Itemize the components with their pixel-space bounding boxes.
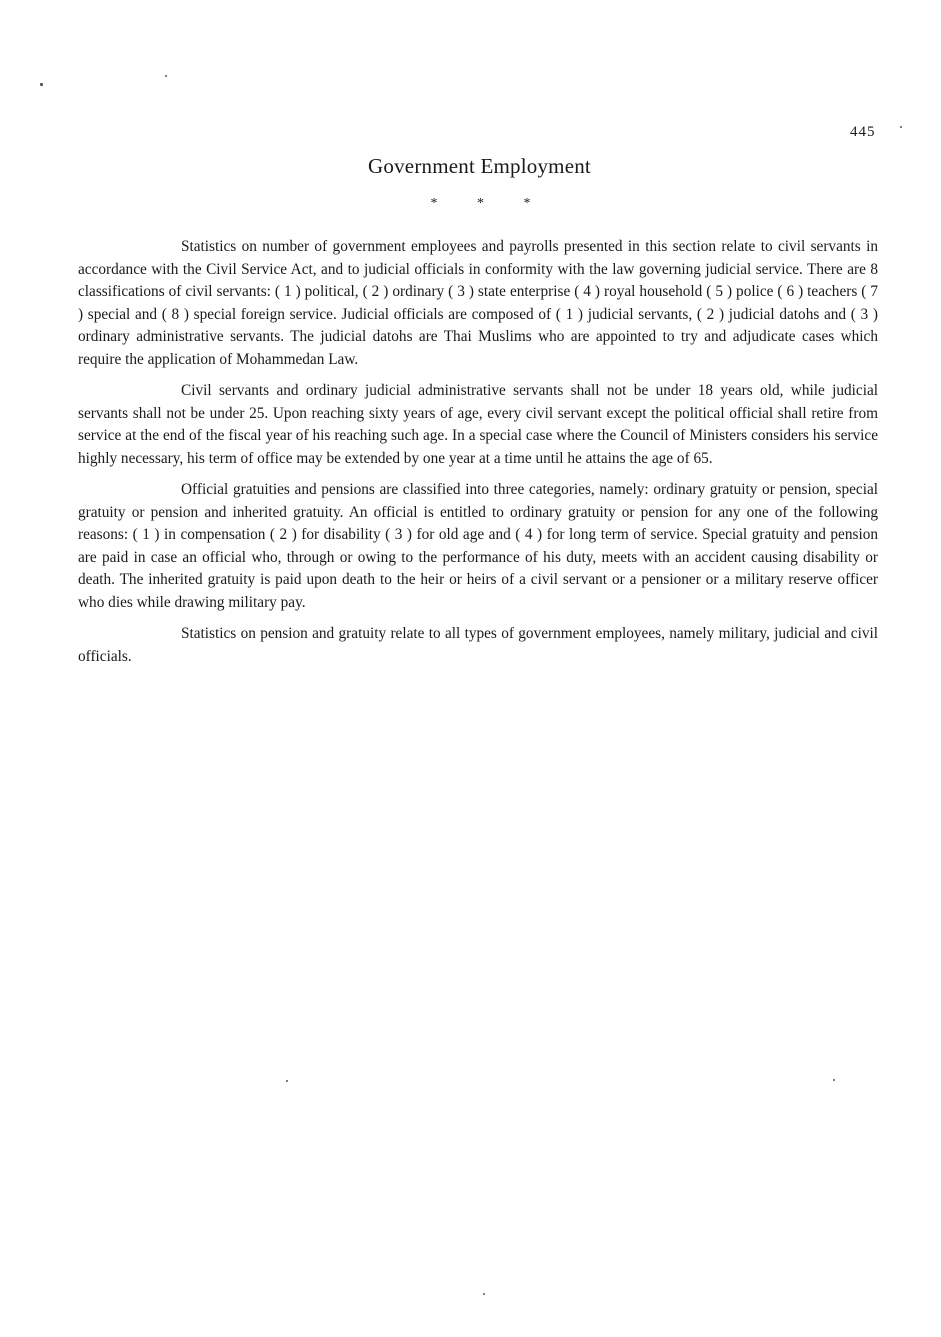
body-text: [78, 236, 878, 677]
paragraph-gratuities-pensions: Official gratuities and pensions are classified into three categories, namely: ordinary gratuity or pension, special gratuity or pension and inherited gratuity. An official is entitled to ordinary gratuity or pension for any one of the following reasons: ( 1 ) in compensation ( 2 ) for disability ( 3 ) for old age and ( 4 ) for long term of service. Special gratuity and pension are paid in case an official who, through or owing to the performance of his duty, meets with an accident causing disability or death. The inherited gratuity is paid upon death to the heir or heirs of a civil servant or a pensioner or a military reserve officer who dies while drawing military pay.: [78, 481, 878, 611]
scan-speck: [165, 75, 167, 77]
page-title: Government Employment: [368, 154, 591, 178]
scan-speck: [286, 1080, 288, 1082]
paragraph-classifications: Statistics on number of government employees and payrolls presented in this section relate to civil servants in accordance with the Civil Service Act, and to judicial officials in conformity with the law governing judicial service. There are 8 classifications of civil servants: ( 1 ) political, ( 2 ) ordinary ( 3 ) state enterprise ( 4 ) royal household ( 5 ) police ( 6 ) teachers ( 7 ) special and ( 8 ) special foreign service. Judicial officials are composed of ( 1 ) judicial servants, ( 2 ) judicial datohs and ( 3 ) ordinary administrative servants. The judicial datohs are Thai Muslims who are appointed to try and adjudicate cases which require the application of Mohammedan Law.: [78, 238, 878, 368]
scan-speck: [833, 1079, 835, 1081]
page-number: 445: [850, 124, 876, 140]
section-separator: * * *: [430, 196, 531, 211]
paragraph-age-requirements: Civil servants and ordinary judicial administrative servants shall not be under 18 years old, while judicial servants shall not be under 25. Upon reaching sixty years of age, every civil servant except the political official shall retire from service at the end of the fiscal year of his reaching such age. In a special case where the Council of Ministers considers his service highly necessary, his term of office may be extended by one year at a time until he attains the age of 65.: [78, 382, 878, 467]
paragraph-pension-statistics: Statistics on pension and gratuity relate to all types of government employees, namely military, judicial and civil officials.: [78, 625, 878, 665]
scan-speck: [483, 1293, 485, 1295]
scan-speck: [40, 83, 43, 86]
scan-speck: [900, 126, 902, 128]
